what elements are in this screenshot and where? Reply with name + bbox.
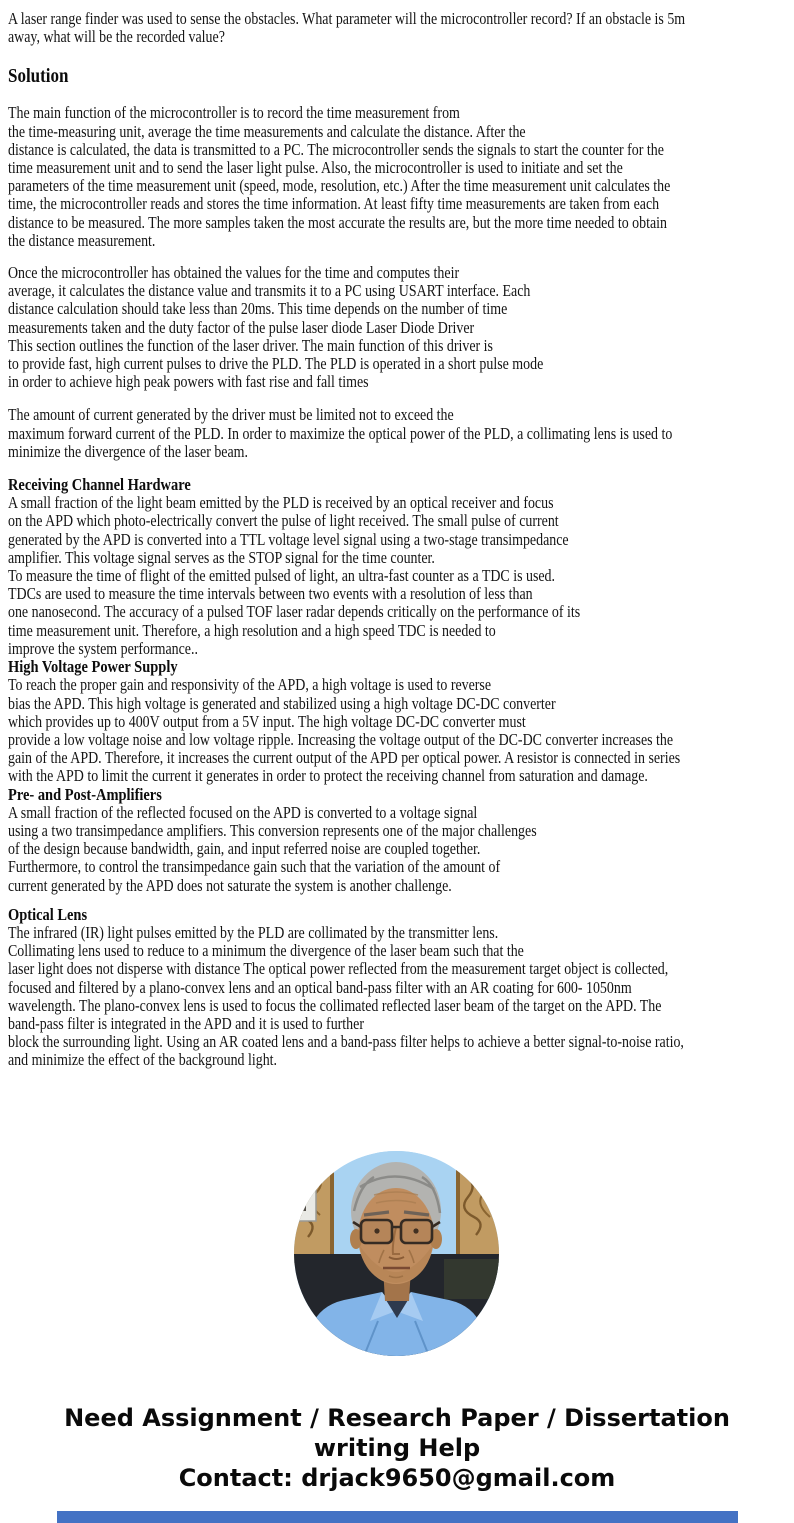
footer-contact-email: Contact: drjack9650@gmail.com — [178, 1464, 616, 1492]
footer-cta — [0, 1403, 794, 1493]
optical-lens-heading: Optical Lens — [8, 904, 88, 924]
footer-help-text: Need Assignment / Research Paper / Dissertation writing Help — [64, 1404, 730, 1462]
solution-heading: Solution — [8, 65, 69, 88]
photo-right-wall-panel — [456, 1161, 499, 1265]
high-voltage-heading: High Voltage Power Supply — [8, 657, 178, 677]
amplifiers-heading: Pre- and Post-Amplifiers — [8, 784, 162, 804]
photo-wall-frame — [294, 1189, 316, 1221]
paragraph-receiving-channel: A small fraction of the light beam emitted by the PLD is received by an optical receiver and focus on the APD which photo-electrically convert the pulse of light received. The small pulse of current generated by the APD is converted into a TTL voltage level signal using a two-stage transimpedance amplifier. This voltage signal serves as the STOP signal for the time counter. To measure the time of flight of the emitted pulsed of light, an ultra-fast counter as a TDC is used. TDCs are used to measure the time intervals between two events with a resolution of less than one nanosecond. The accuracy of a pulsed TOF laser radar depends critically on the performance of its time measurement unit. Therefore, a high resolution and a high speed TDC is needed to improve the system performance.. — [8, 493, 581, 658]
paragraph-current-limit: The amount of current generated by the driver must be limited not to exceed the maximum forward current of the PLD. In order to maximize the optical power of the PLD, a collimating lens is used to minimize the divergence of the laser beam. — [8, 405, 673, 461]
photo-dark-band-right — [444, 1259, 499, 1299]
receiving-channel-heading: Receiving Channel Hardware — [8, 475, 191, 495]
document-text-column — [8, 10, 786, 1070]
paragraph-microcontroller: The main function of the microcontroller is to record the time measurement from the time-measuring unit, average the time measurements and calculate the distance. After the distance is calculated, the data is transmitted to a PC. The microcontroller sends the signals to start the counter for the time measurement unit and to send the laser light pulse. Also, the microcontroller is used to initiate and set the parameters of the time measurement unit (speed, mode, resolution, etc.) After the time measurement unit calculates the time, the microcontroller reads and stores the time information. At least fifty time measurements are taken from each distance to be measured. The more samples taken the most accurate the results are, but the more time needed to obtain the distance measurement. — [8, 103, 671, 250]
question-paragraph: A laser range finder was used to sense the obstacles. What parameter will the microcontroller record? If an obstacle is 5m away, what will be the recorded value? — [8, 9, 686, 47]
tutor-photo — [294, 1151, 499, 1356]
bottom-accent-bar — [57, 1511, 738, 1523]
tutor-photo-illustration — [294, 1151, 499, 1356]
paragraph-optical-lens: The infrared (IR) light pulses emitted by the PLD are collimated by the transmitter lens. Collimating lens used to reduce to a minimum the divergence of the laser beam such that the laser light does not disperse with distance The optical power reflected from the measurement target object is collected, focused and filtered by a plano-convex lens and an optical band-pass filter with an AR coating for 600- 1050nm wavelength. The plano-convex lens is used to focus the collimated reflected laser beam of the target on the APD. The band-pass filter is integrated in the APD and it is used to further block the surrounding light. Using an AR coated lens and a band-pass filter helps to achieve a better signal-to-noise ratio, and minimize the effect of the background light. — [8, 922, 684, 1070]
paragraph-high-voltage: To reach the proper gain and responsivity of the APD, a high voltage is used to reverse bias the APD. This high voltage is generated and stabilized using a high voltage DC-DC converter which provides up to 400V output from a 5V input. The high voltage DC-DC converter must provide a low voltage noise and low voltage ripple. Increasing the voltage output of the DC-DC converter increases the gain of the APD. Therefore, it increases the current output of the APD per optical power. A resistor is connected in series with the APD to limit the current it generates in order to protect the receiving channel from saturation and damage. — [8, 675, 681, 786]
paragraph-usart: Once the microcontroller has obtained the values for the time and computes their average, it calculates the distance value and transmits it to a PC using USART interface. Each distance calculation should take less than 20ms. This time depends on the number of time measurements taken and the duty factor of the pulse laser diode Laser Diode Driver This section outlines the function of the laser driver. The main function of this driver is to provide fast, high current pulses to drive the PLD. The PLD is operated in a short pulse mode in order to achieve high peak powers with fast rise and fall times — [8, 263, 544, 392]
paragraph-amplifiers: A small fraction of the reflected focused on the APD is converted to a voltage signal using a two transimpedance amplifiers. This conversion represents one of the major challenges of the design because bandwidth, gain, and input referred noise are coupled together. Furthermore, to control the transimpedance gain such that the variation of the amount of current generated by the APD does not saturate the system is another challenge. — [8, 802, 537, 895]
